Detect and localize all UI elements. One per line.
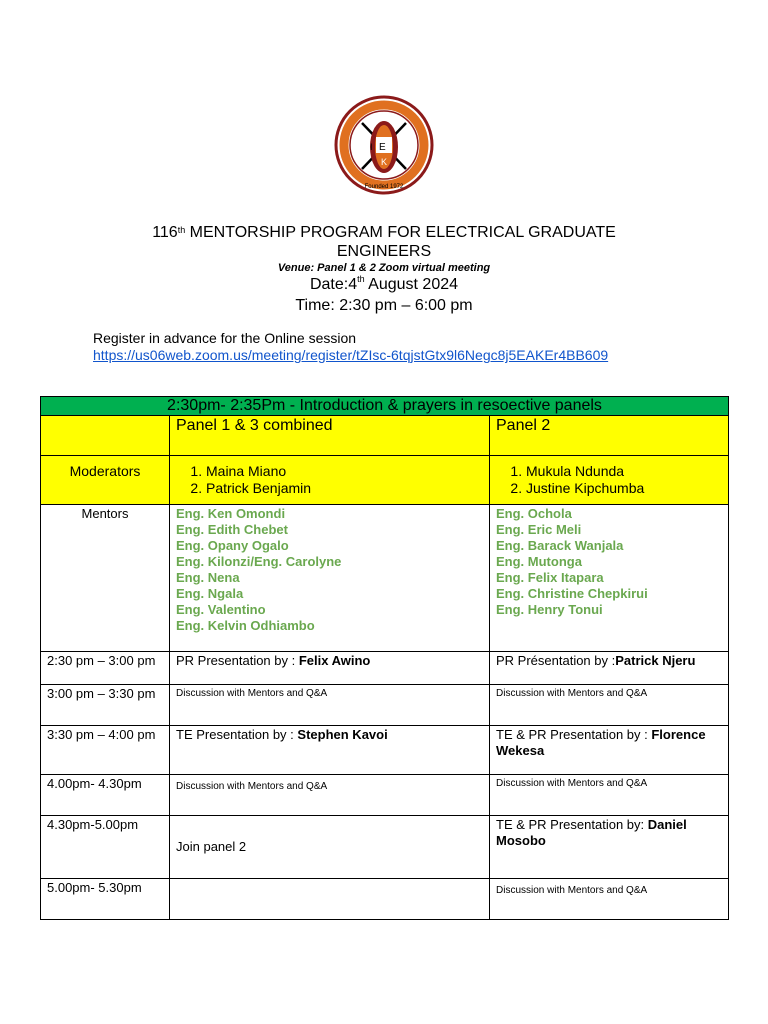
moderators-label: Moderators	[41, 456, 170, 505]
svg-text:E: E	[379, 142, 386, 153]
schedule-table	[40, 396, 729, 920]
panel-a-header: Panel 1 & 3 combined	[170, 416, 490, 456]
table-row: 5.00pm- 5.30pm Discussion with Mentors and Q&A	[41, 879, 729, 920]
zoom-register-link[interactable]: https://us06web.zoom.us/meeting/register/tZIsc-6tqjstGtx9l6Negc8j5EAKEr4BB609	[93, 347, 609, 363]
table-row: 2:30 pm – 3:00 pm PR Presentation by : Felix Awino PR Présentation by :Patrick Njeru	[41, 652, 729, 685]
table-row: 3:30 pm – 4:00 pm TE Presentation by : Stephen Kavoi TE & PR Presentation by : Florence Wekesa	[41, 726, 729, 775]
register-text: Register in advance for the Online session	[93, 330, 357, 346]
mentors-label: Mentors	[41, 505, 170, 652]
venue-text: Venue: Panel 1 & 2 Zoom virtual meeting	[277, 262, 491, 274]
page-title: 116th MENTORSHIP PROGRAM FOR ELECTRICAL GRADUATE ENGINEERS	[152, 224, 616, 260]
mentors-a: Eng. Ken Omondi Eng. Edith Chebet Eng. Opany Ogalo Eng. Kilonzi/Eng. Carolyne Eng. Nena Eng. Ngala Eng. Valentino Eng. Kelvin Odhiambo	[170, 505, 490, 652]
table-row: 4.30pm-5.00pm Join panel 2 TE & PR Presentation by: Daniel Mosobo	[41, 816, 729, 879]
moderators-b: 1. Mukula Ndunda 2. Justine Kipchumba	[490, 456, 729, 505]
iek-logo	[332, 95, 436, 195]
panel-b-header: Panel 2	[490, 416, 729, 456]
table-row: 3:00 pm – 3:30 pm Discussion with Mentors and Q&A Discussion with Mentors and Q&A	[41, 685, 729, 726]
svg-text:I: I	[370, 142, 373, 152]
date-text: Date:4th August 2024	[309, 274, 459, 293]
table-row: 4.00pm- 4.30pm Discussion with Mentors and Q&A Discussion with Mentors and Q&A	[41, 775, 729, 816]
intro-row: 2:30pm- 2:35Pm - Introduction & prayers in resoective panels	[41, 397, 729, 416]
svg-text:Founded 1972: Founded 1972	[364, 184, 404, 190]
svg-text:K: K	[381, 157, 388, 167]
moderators-a: 1. Maina Miano 2. Patrick Benjamin	[170, 456, 490, 505]
mentors-b: Eng. Ochola Eng. Eric Meli Eng. Barack Wanjala Eng. Mutonga Eng. Felix Itapara Eng. Christine Chepkirui Eng. Henry Tonui	[490, 505, 729, 652]
time-text: Time: 2:30 pm – 6:00 pm	[295, 297, 473, 314]
